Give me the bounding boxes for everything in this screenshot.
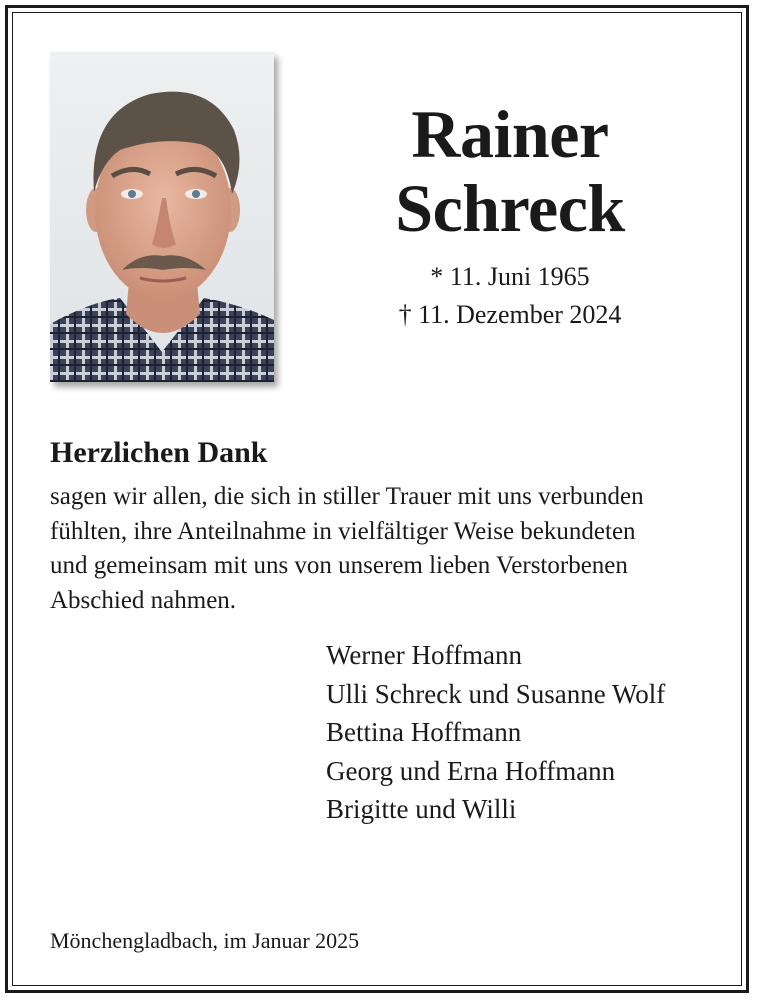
deceased-first-name: Rainer [411, 96, 609, 172]
signer-name: Brigitte und Willi [326, 794, 517, 824]
signer-name: Ulli Schreck und Susanne Wolf [326, 678, 666, 709]
thanks-message [50, 480, 730, 618]
signers-list [326, 636, 665, 829]
signer-name: Georg und Erna Hoffmann [326, 755, 616, 786]
message-line: fühlten, ihre Anteilnahme in vielfältiger Weise bekundeten [50, 517, 636, 545]
portrait-photo [50, 52, 274, 382]
deceased-last-name: Schreck [395, 170, 625, 246]
death-date: † 11. Dezember 2024 [398, 300, 622, 329]
birth-date: * 11. Juni 1965 [430, 262, 590, 291]
signer-name: Bettina Hoffmann [326, 717, 522, 747]
message-line: sagen wir allen, die sich in stiller Trauer mit uns verbunden [50, 483, 644, 510]
place-and-date: Mönchengladbach, im Januar 2025 [50, 928, 360, 953]
signer-name: Werner Hoffmann [326, 640, 523, 670]
thanks-heading: Herzlichen Dank [50, 436, 268, 469]
message-line: Abschied nahmen. [50, 586, 237, 614]
message-line: und gemeinsam mit uns von unserem lieben Verstorbenen [50, 552, 628, 579]
